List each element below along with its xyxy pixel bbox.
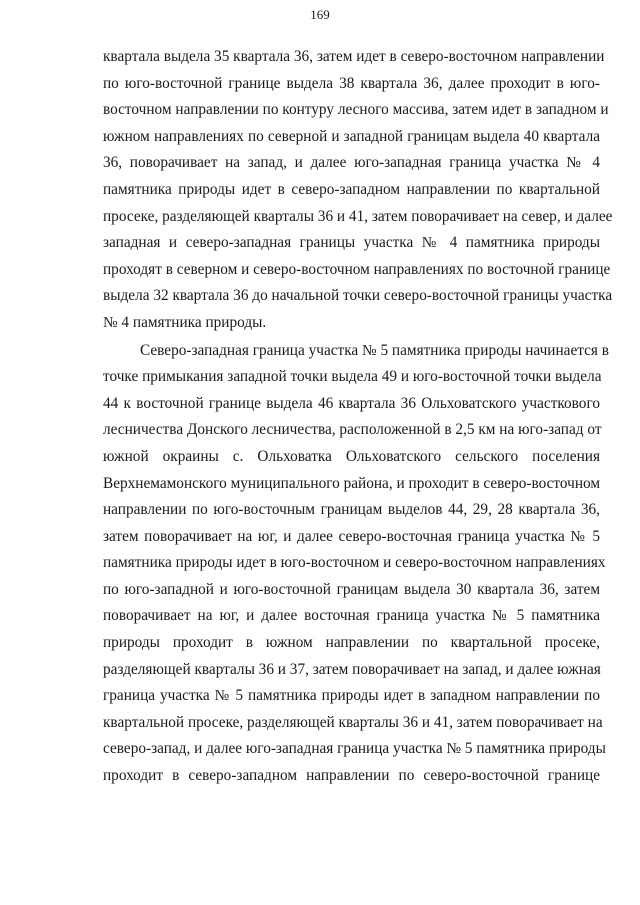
text-line: Верхнемамонского муниципального района, и проходит в северо-восточном <box>103 474 601 492</box>
text-line: проходит в северо-западном направлении по северо-восточной границе <box>103 767 600 785</box>
text-line: 44 к восточной границе выдела 46 квартала 36 Ольховатского участкового <box>103 394 600 412</box>
page-number: 169 <box>310 7 330 22</box>
text-line: южной окраины с. Ольховатка Ольховатского сельского поселения <box>103 447 600 465</box>
text-line: по юго-западной и юго-восточной границам выдела 30 квартала 36, затем <box>103 580 600 598</box>
text-line: западная и северо-западная границы участка № 4 памятника природы <box>103 234 600 252</box>
text-line: памятника природы идет в северо-западном направлении по квартальной <box>103 180 600 198</box>
text-line: Северо-западная граница участка № 5 памятника природы начинается в <box>140 341 609 359</box>
text-line: граница участка № 5 памятника природы идет в западном направлении по <box>103 687 600 705</box>
paragraph-2 <box>103 338 609 790</box>
text-line: поворачивает на юг, и далее восточная граница участка № 5 памятника <box>103 607 600 625</box>
text-line: лесничества Донского лесничества, расположенной в 2,5 км на юго-запад от <box>103 421 602 439</box>
text-line: квартальной просеке, разделяющей кварталы 36 и 41, затем поворачивает на <box>103 713 603 731</box>
text-line: восточном направлении по контуру лесного массива, затем идет в западном и <box>103 101 609 119</box>
text-line: выдела 32 квартала 36 до начальной точки северо-восточной границы участка <box>103 287 613 305</box>
text-line: просеке, разделяющей кварталы 36 и 41, затем поворачивает на север, и далее <box>103 207 613 225</box>
text-line: по юго-восточной границе выдела 38 квартала 36, далее проходит в юго- <box>103 74 600 92</box>
text-line: южном направлениях по северной и западной границам выдела 40 квартала <box>103 127 600 145</box>
text-line: 36, поворачивает на запад, и далее юго-западная граница участка № 4 <box>103 154 600 172</box>
text-line: разделяющей кварталы 36 и 37, затем поворачивает на запад, и далее южная <box>103 660 601 678</box>
text-line: проходят в северном и северо-восточном направлениях по восточной границе <box>103 260 611 278</box>
text-line: направлении по юго-восточным границам выделов 44, 29, 28 квартала 36, <box>103 501 600 519</box>
text-line: квартала выдела 35 квартала 36, затем идет в северо-восточном направлении <box>103 48 605 65</box>
paragraph-1 <box>103 44 613 337</box>
text-line: памятника природы идет в юго-восточном и северо-восточном направлениях <box>103 554 606 572</box>
text-line: точке примыкания западной точки выдела 49 и юго-восточной точки выдела <box>103 368 602 386</box>
text-line: северо-запад, и далее юго-западная граница участка № 5 памятника природы <box>103 740 606 758</box>
text-line: затем поворачивает на юг, и далее северо-восточная граница участка № 5 <box>103 527 600 545</box>
body-text <box>103 44 613 790</box>
text-line: № 4 памятника природы. <box>103 313 267 331</box>
text-line: природы проходит в южном направлении по квартальной просеке, <box>103 634 600 652</box>
